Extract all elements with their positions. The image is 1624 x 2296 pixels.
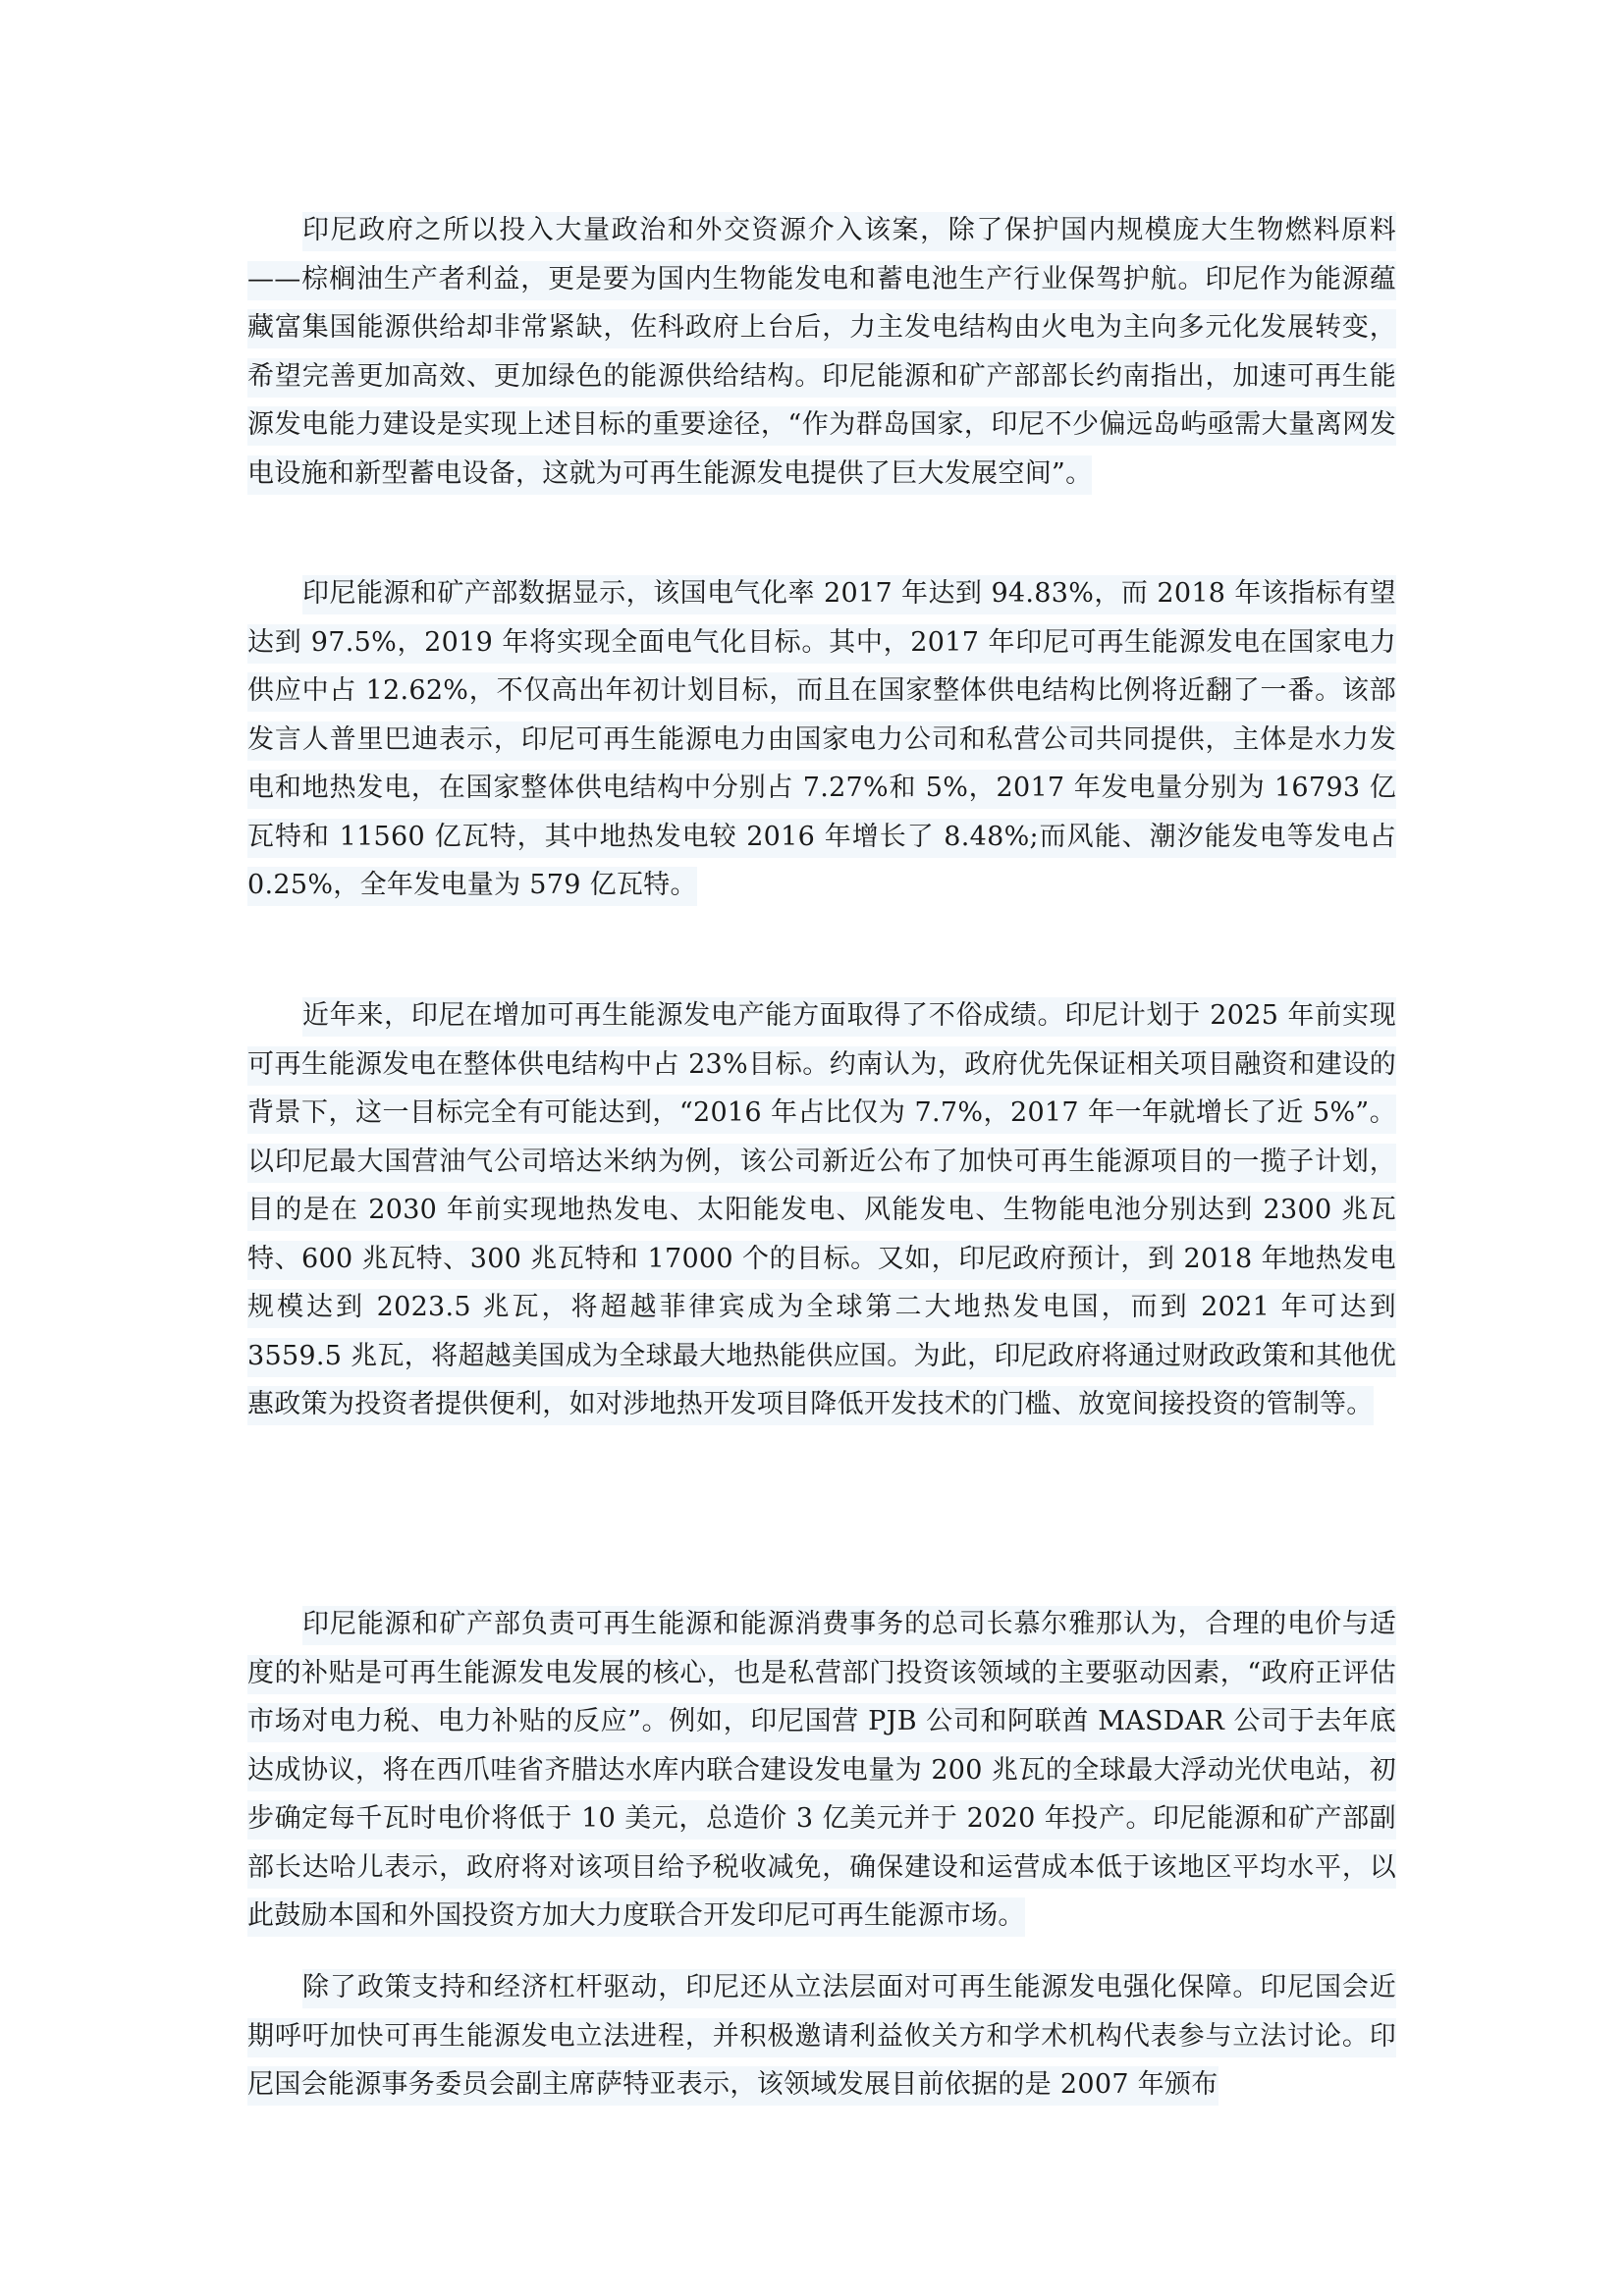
paragraph-text: 近年来，印尼在增加可再生能源发电产能方面取得了不俗成绩。印尼计划于 2025 年前实现可再生能源发电在整体供电结构中占 23%目标。约南认为，政府优先保证相关项目融资和建设的背景下，这一目标完全有可能达到，“2016 年占比仅为 7.7%，2017 年一年就增长了近 5%”。以印尼最大国营油气公司培达米纳为例，该公司新近公布了加快可再生能源项目的一揽子计划，目的是在 2030 年前实现地热发电、太阳能发电、风能发电、生物能电池分别达到 2300 兆瓦特、600 兆瓦特、300 兆瓦特和 17000 个的目标。又如，印尼政府预计，到 2018 年地热发电规模达到 2023.5 兆瓦，将超越菲律宾成为全球第二大地热发电国，而到 2021 年可达到 3559.5 兆瓦，将超越美国成为全球最大地热能供应国。为此，印尼政府将通过财政政策和其他优惠政策为投资者提供便利，如对涉地热开发项目降低开发技术的门槛、放宽间接投资的管制等。 bbox=[247, 997, 1396, 1425]
paragraph-text: 印尼政府之所以投入大量政治和外交资源介入该案，除了保护国内规模庞大生物燃料原料——棕榈油生产者利益，更是要为国内生物能发电和蓄电池生产行业保驾护航。印尼作为能源蕴藏富集国能源供给却非常紧缺，佐科政府上台后，力主发电结构由火电为主向多元化发展转变，希望完善更加高效、更加绿色的能源供给结构。印尼能源和矿产部部长约南指出，加速可再生能源发电能力建设是实现上述目标的重要途径，“作为群岛国家，印尼不少偏远岛屿亟需大量离网发电设施和新型蓄电设备，这就为可再生能源发电提供了巨大发展空间”。 bbox=[247, 212, 1396, 495]
paragraph-text: 印尼能源和矿产部数据显示，该国电气化率 2017 年达到 94.83%，而 2018 年该指标有望达到 97.5%，2019 年将实现全面电气化目标。其中，2017 年印尼可再生能源发电在国家电力供应中占 12.62%，不仅高出年初计划目标，而且在国家整体供电结构比例将近翻了一番。该部发言人普里巴迪表示，印尼可再生能源电力由国家电力公司和私营公司共同提供，主体是水力发电和地热发电，在国家整体供电结构中分别占 7.27%和 5%，2017 年发电量分别为 16793 亿瓦特和 11560 亿瓦特，其中地热发电较 2016 年增长了 8.48%;而风能、潮汐能发电等发电占 0.25%，全年发电量为 579 亿瓦特。 bbox=[247, 575, 1396, 906]
paragraph-legislation bbox=[247, 1963, 1396, 2109]
paragraph-indonesia-policy bbox=[247, 206, 1396, 498]
paragraph-renewable-capacity bbox=[247, 991, 1396, 1429]
paragraph-pricing-subsidy bbox=[247, 1600, 1396, 1941]
paragraph-text: 除了政策支持和经济杠杆驱动，印尼还从立法层面对可再生能源发电强化保障。印尼国会近期呼吁加快可再生能源发电立法进程，并积极邀请利益攸关方和学术机构代表参与立法讨论。印尼国会能源事务委员会副主席萨特亚表示，该领域发展目前依据的是 2007 年颁布 bbox=[247, 1969, 1396, 2106]
paragraph-electrification-data bbox=[247, 569, 1396, 910]
paragraph-text: 印尼能源和矿产部负责可再生能源和能源消费事务的总司长慕尔雅那认为，合理的电价与适度的补贴是可再生能源发电发展的核心，也是私营部门投资该领域的主要驱动因素，“政府正评估市场对电力税、电力补贴的反应”。例如，印尼国营 PJB 公司和阿联酋 MASDAR 公司于去年底达成协议，将在西爪哇省齐腊达水库内联合建设发电量为 200 兆瓦的全球最大浮动光伏电站，初步确定每千瓦时电价将低于 10 美元，总造价 3 亿美元并于 2020 年投产。印尼能源和矿产部副部长达哈儿表示，政府将对该项目给予税收减免，确保建设和运营成本低于该地区平均水平，以此鼓励本国和外国投资方加大力度联合开发印尼可再生能源市场。 bbox=[247, 1606, 1396, 1937]
